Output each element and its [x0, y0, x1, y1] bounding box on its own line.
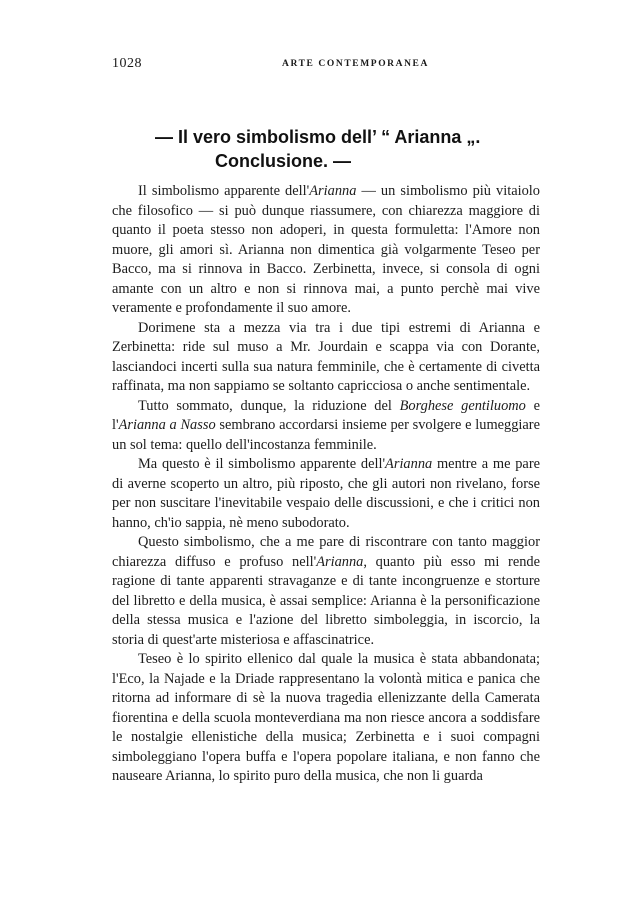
paragraph-text: Questo simbolismo, che a me pare di riscontrare con tanto maggior chiarezza diffuso e profuso nell' [112, 534, 540, 570]
italic-title: Arianna [316, 553, 364, 570]
paragraph [112, 397, 540, 456]
section-heading-line-1: — Il vero simbolismo dell’ “ Arianna „. [155, 127, 481, 147]
paragraph-text: , quanto più esso mi rende ragione di tante apparenti stravaganze e di tante incongruenze e storture del libretto e della musica, è assai semplice: Arianna è la personificazione della stessa musica e l'azione del libretto simboleggia, in iscorcio, la storia di quest'arte misteriosa e affascinatrice. [112, 553, 540, 648]
journal-title: ARTE CONTEMPORANEA [282, 59, 429, 69]
paragraph-text: e l' [112, 397, 540, 433]
body-text [112, 182, 540, 787]
paragraph-text: mentre a me pare di averne scoperto un altro, più riposto, che gli autori non rivelano, forse per non suscitare l'inevitabile vespaio delle discussioni, e che i critici non hanno, ch'io sappia, nè meno subodorato. [112, 456, 540, 531]
italic-title: Arianna [385, 456, 433, 472]
paragraph [112, 455, 540, 533]
italic-title: Arianna [309, 183, 357, 199]
running-head [112, 56, 540, 74]
paragraph-text: — un simbolismo più vitaiolo che filosofico — si può dunque riassumere, con chiarezza maggiore di quanto il poeta stesso non adoperi, in questa formuletta: l'Amore non muore, gli amori sì. Arianna non dimentica già volgarmente Teseo per Bacco, ma si rinnova in Bacco. Zerbinetta, invece, si consola di ogni amante con un altro e non si rinnova mai, a punto perchè mai vive veramente e profondamente il suo amore. [112, 183, 540, 316]
paragraph [112, 650, 540, 787]
paragraph-text: Il simbolismo apparente dell' [138, 183, 310, 199]
paragraph-text: Teseo è lo spirito ellenico dal quale la musica è stata abbandonata; l'Eco, la Najade e la Driade rappresentano la volontà mitica e panica che ritorna ad informare di sè la nuova tragedia ellenizzante della Camerata fiorentina e della scuola monteverdiana ma non riesce ancora a soddisfare le nostalgie ellenistiche della musica; Zerbinetta e i suoi compagni simboleggiano l'opera buffa e l'opera popolare italiana, e non fanno che nauseare Arianna, lo spirito puro della musica, che non li guarda [112, 651, 540, 784]
paragraph [112, 182, 540, 319]
italic-title: Arianna a Nasso [118, 417, 216, 433]
paragraph [112, 533, 540, 650]
section-heading-line-2: Conclusione. — [215, 151, 352, 171]
paragraph-text: sembrano accordarsi insieme per svolgere e lumeggiare un sol tema: quello dell'incostanza femminile. [112, 417, 540, 453]
paragraph [112, 319, 540, 397]
page-number: 1028 [112, 56, 142, 71]
paragraph-text: Dorimene sta a mezza via tra i due tipi estremi di Arianna e Zerbinetta: ride sul muso a Mr. Jourdain e scappa via con Dorante, lasciandoci incerti sulla sua natura femminile, che è certamente di civetta raffinata, ma non sappiamo se soltanto capricciosa o anche sentimentale. [112, 319, 540, 394]
italic-title: Borghese gentiluomo [399, 397, 526, 414]
paragraph-text: Tutto sommato, dunque, la riduzione del [138, 397, 400, 414]
paragraph-text: Ma questo è il simbolismo apparente dell' [138, 456, 386, 472]
